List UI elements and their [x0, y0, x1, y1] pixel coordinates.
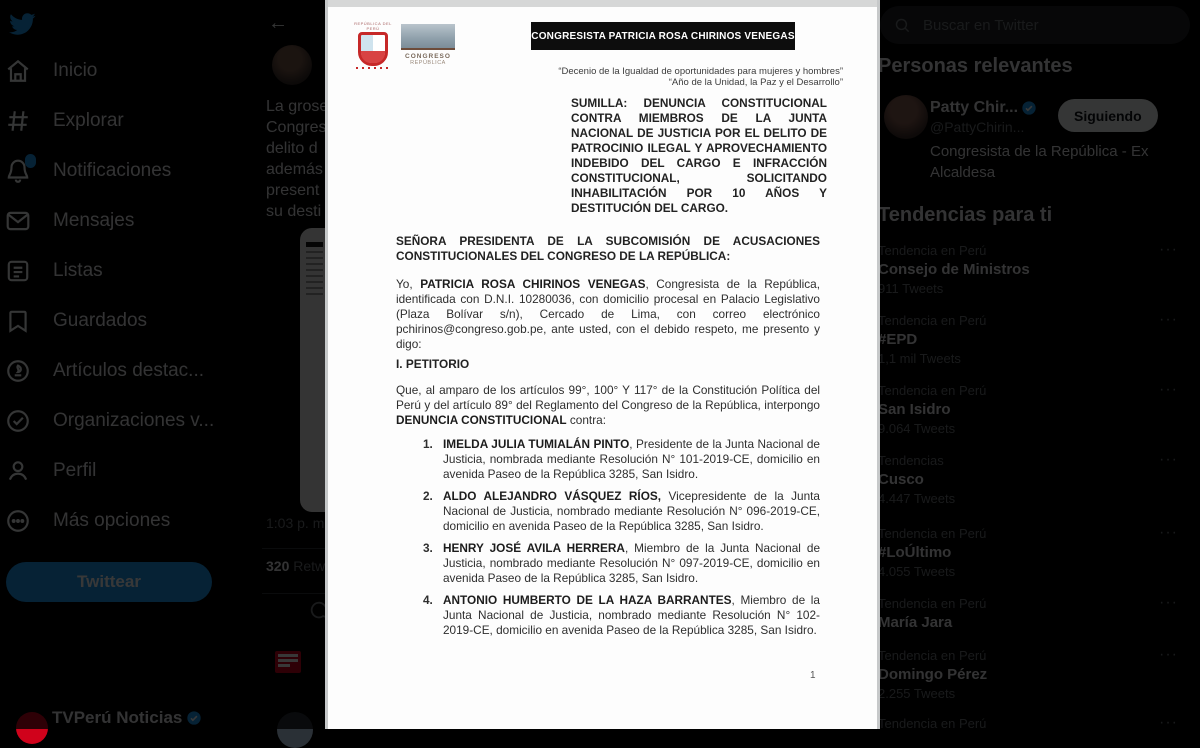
list-number: 4.	[423, 593, 443, 638]
list-item	[423, 593, 820, 638]
sumilla-block: SUMILLA: DENUNCIA CONSTITUCIONAL CONTRA MIEMBROS DE LA JUNTA NACIONAL DE JUSTICIA POR EL DELITO DE PATROCINIO ILEGAL Y APROVECHAMIENTO INDEBIDO DEL CARGO E INFRACCIÓN CONSTITUCIONAL, SOLICITANDO INHABILITACIÓN POR 10 AÑOS Y DESTITUCIÓN DEL CARGO.	[571, 96, 827, 216]
intro-post: , Congresista de la República, identificada con D.N.I. 10280036, con domicilio procesal en Palacio Legislativo (Plaza Bolívar s/n), Cercado de Lima, con correo electrónico pchirinos@congreso.gob.pe, ante usted, con el debido respeto, me presento y digo:	[396, 277, 820, 351]
accused-name: IMELDA JULIA TUMIALÁN PINTO	[443, 437, 629, 451]
document-page	[325, 0, 880, 729]
intro-name-bold: PATRICIA ROSA CHIRINOS VENEGAS	[420, 277, 645, 291]
document-mottos	[328, 66, 843, 88]
list-item	[423, 437, 820, 482]
peru-coat-of-arms	[354, 21, 392, 67]
congreso-building-image	[401, 24, 455, 50]
accused-detail: , Presidente de la Junta Nacional de Justicia, nombrada mediante Resolución N° 101-2019-CE, domicilio en avenida Paseo de la República 3285, San Isidro.	[443, 437, 820, 481]
congresista-banner: CONGRESISTA PATRICIA ROSA CHIRINOS VENEGAS	[531, 22, 795, 50]
intro-paragraph	[396, 277, 820, 352]
list-item	[423, 489, 820, 534]
coat-caption: REPÚBLICA DEL PERÚ	[354, 21, 392, 31]
accused-detail: , Miembro de la Junta Nacional de Justicia, nombrado mediante Resolución N° 102-2019-CE, domicilio en avenida Paseo de la República 3285, San Isidro.	[443, 593, 820, 637]
list-number: 2.	[423, 489, 443, 534]
intro-pre: Yo,	[396, 277, 420, 291]
list-item	[423, 541, 820, 586]
accused-list	[423, 437, 820, 645]
petitorio-post: contra:	[567, 413, 606, 427]
petitorio-pre: Que, al amparo de los artículos 99°, 100° Y 117° de la Constitución Política del Perú y del artículo 89° del Reglamento del Congreso de la República, interpongo	[396, 383, 820, 412]
page-number: 1	[810, 670, 816, 681]
accused-detail: , Miembro de la Junta Nacional de Justicia, nombrado mediante Resolución N° 097-2019-CE, domicilio en avenida Paseo de la República 3285, San Isidro.	[443, 541, 820, 585]
petitorio-bold: DENUNCIA CONSTITUCIONAL	[396, 413, 567, 427]
list-number: 1.	[423, 437, 443, 482]
congreso-caption: CONGRESO	[401, 53, 455, 60]
motto-line: “Año de la Unidad, la Paz y el Desarrollo”	[328, 77, 843, 88]
motto-line: “Decenio de la Igualdad de oportunidades para mujeres y hombres”	[328, 66, 843, 77]
accused-detail: Vicepresidente de la Junta Nacional de Justicia, nombrado mediante Resolución N° 096-2019-CE, domicilio en avenida Paseo de la República 3285, San Isidro.	[443, 489, 820, 533]
page-edge	[328, 0, 877, 7]
list-number: 3.	[423, 541, 443, 586]
petitorio-heading: I. PETITORIO	[396, 357, 820, 372]
accused-name: HENRY JOSÉ AVILA HERRERA	[443, 541, 625, 555]
accused-name: ANTONIO HUMBERTO DE LA HAZA BARRANTES	[443, 593, 732, 607]
salutation: SEÑORA PRESIDENTA DE LA SUBCOMISIÓN DE ACUSACIONES CONSTITUCIONALES DEL CONGRESO DE LA REPÚBLICA:	[396, 234, 820, 264]
petitorio-paragraph	[396, 383, 820, 428]
accused-name: ALDO ALEJANDRO VÁSQUEZ RÍOS,	[443, 489, 661, 503]
republica-caption: REPÚBLICA	[401, 60, 455, 66]
congreso-logo	[401, 24, 455, 66]
